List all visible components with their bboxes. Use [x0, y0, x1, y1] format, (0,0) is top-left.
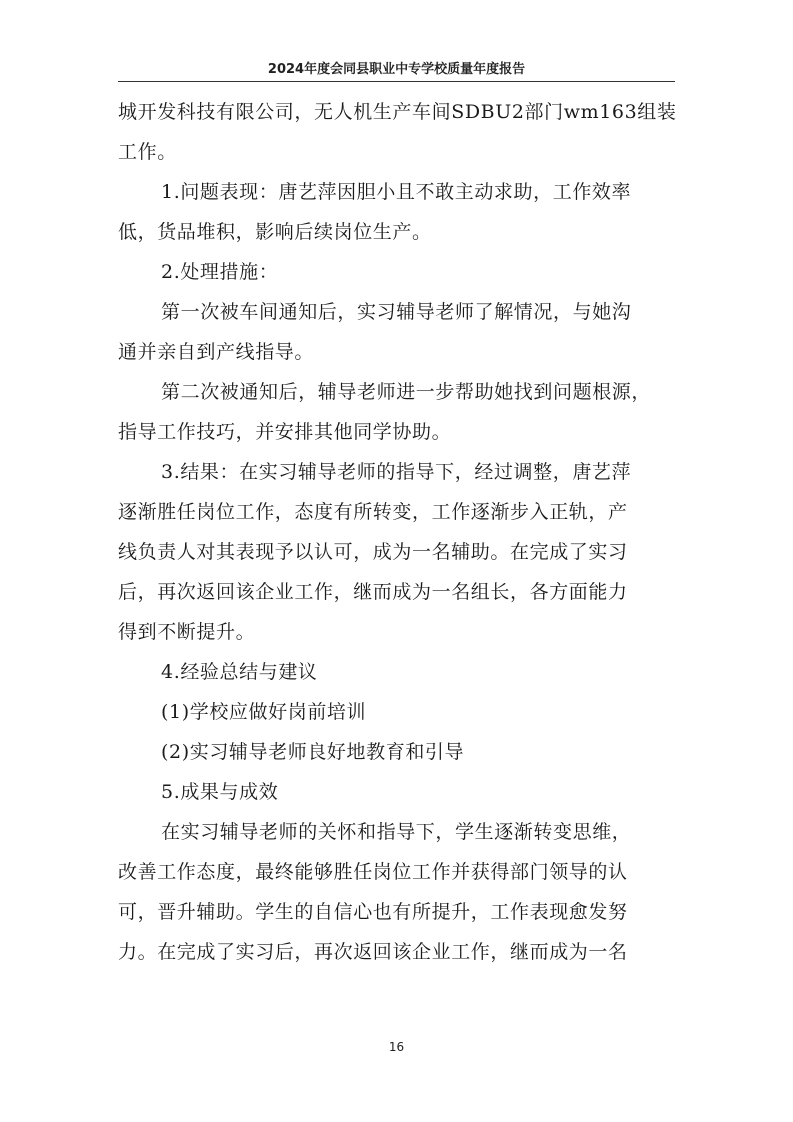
- text-line: 城开发科技有限公司，无人机生产车间SDBU2部门wm163组装: [118, 101, 677, 123]
- page-header-title: 2024年度会同县职业中专学校质量年度报告: [267, 62, 526, 77]
- text-line: 工作。: [118, 141, 177, 163]
- text-line: 第二次被通知后，辅导老师进一步帮助她找到问题根源，: [161, 381, 652, 403]
- text-line: 4.经验总结与建议: [161, 661, 318, 683]
- text-line: 指导工作技巧，并安排其他同学协助。: [118, 421, 452, 443]
- text-line: 得到不断提升。: [118, 621, 256, 643]
- text-line: 5.成果与成效: [161, 781, 279, 803]
- text-line: 2.处理措施：: [161, 261, 279, 283]
- text-line: (1)学校应做好岗前培训: [161, 701, 367, 723]
- document-body: [118, 92, 678, 972]
- text-line: 逐渐胜任岗位工作，态度有所转变，工作逐渐步入正轨，产: [118, 501, 628, 523]
- text-line: (2)实习辅导老师良好地教育和引导: [161, 741, 465, 763]
- text-line: 可，晋升辅助。学生的自信心也有所提升，工作表现愈发努: [118, 901, 628, 923]
- text-line: 后，再次返回该企业工作，继而成为一名组长，各方面能力: [118, 581, 628, 603]
- text-line: 低，货品堆积，影响后续岗位生产。: [118, 221, 432, 243]
- text-line: 在实习辅导老师的关怀和指导下，学生逐渐转变思维，: [161, 821, 632, 843]
- header-divider: [118, 81, 675, 82]
- text-line: 3.结果：在实习辅导老师的指导下，经过调整，唐艺萍: [161, 461, 632, 483]
- text-line: 第一次被车间通知后，实习辅导老师了解情况，与她沟: [161, 301, 632, 323]
- page-number: 16: [388, 1040, 405, 1054]
- text-line: 改善工作态度，最终能够胜任岗位工作并获得部门领导的认: [118, 861, 628, 883]
- text-line: 1.问题表现：唐艺萍因胆小且不敢主动求助，工作效率: [161, 181, 632, 203]
- text-line: 力。在完成了实习后，再次返回该企业工作，继而成为一名: [118, 941, 628, 963]
- text-line: 通并亲自到产线指导。: [118, 341, 315, 363]
- text-line: 线负责人对其表现予以认可，成为一名辅助。在完成了实习: [118, 541, 628, 563]
